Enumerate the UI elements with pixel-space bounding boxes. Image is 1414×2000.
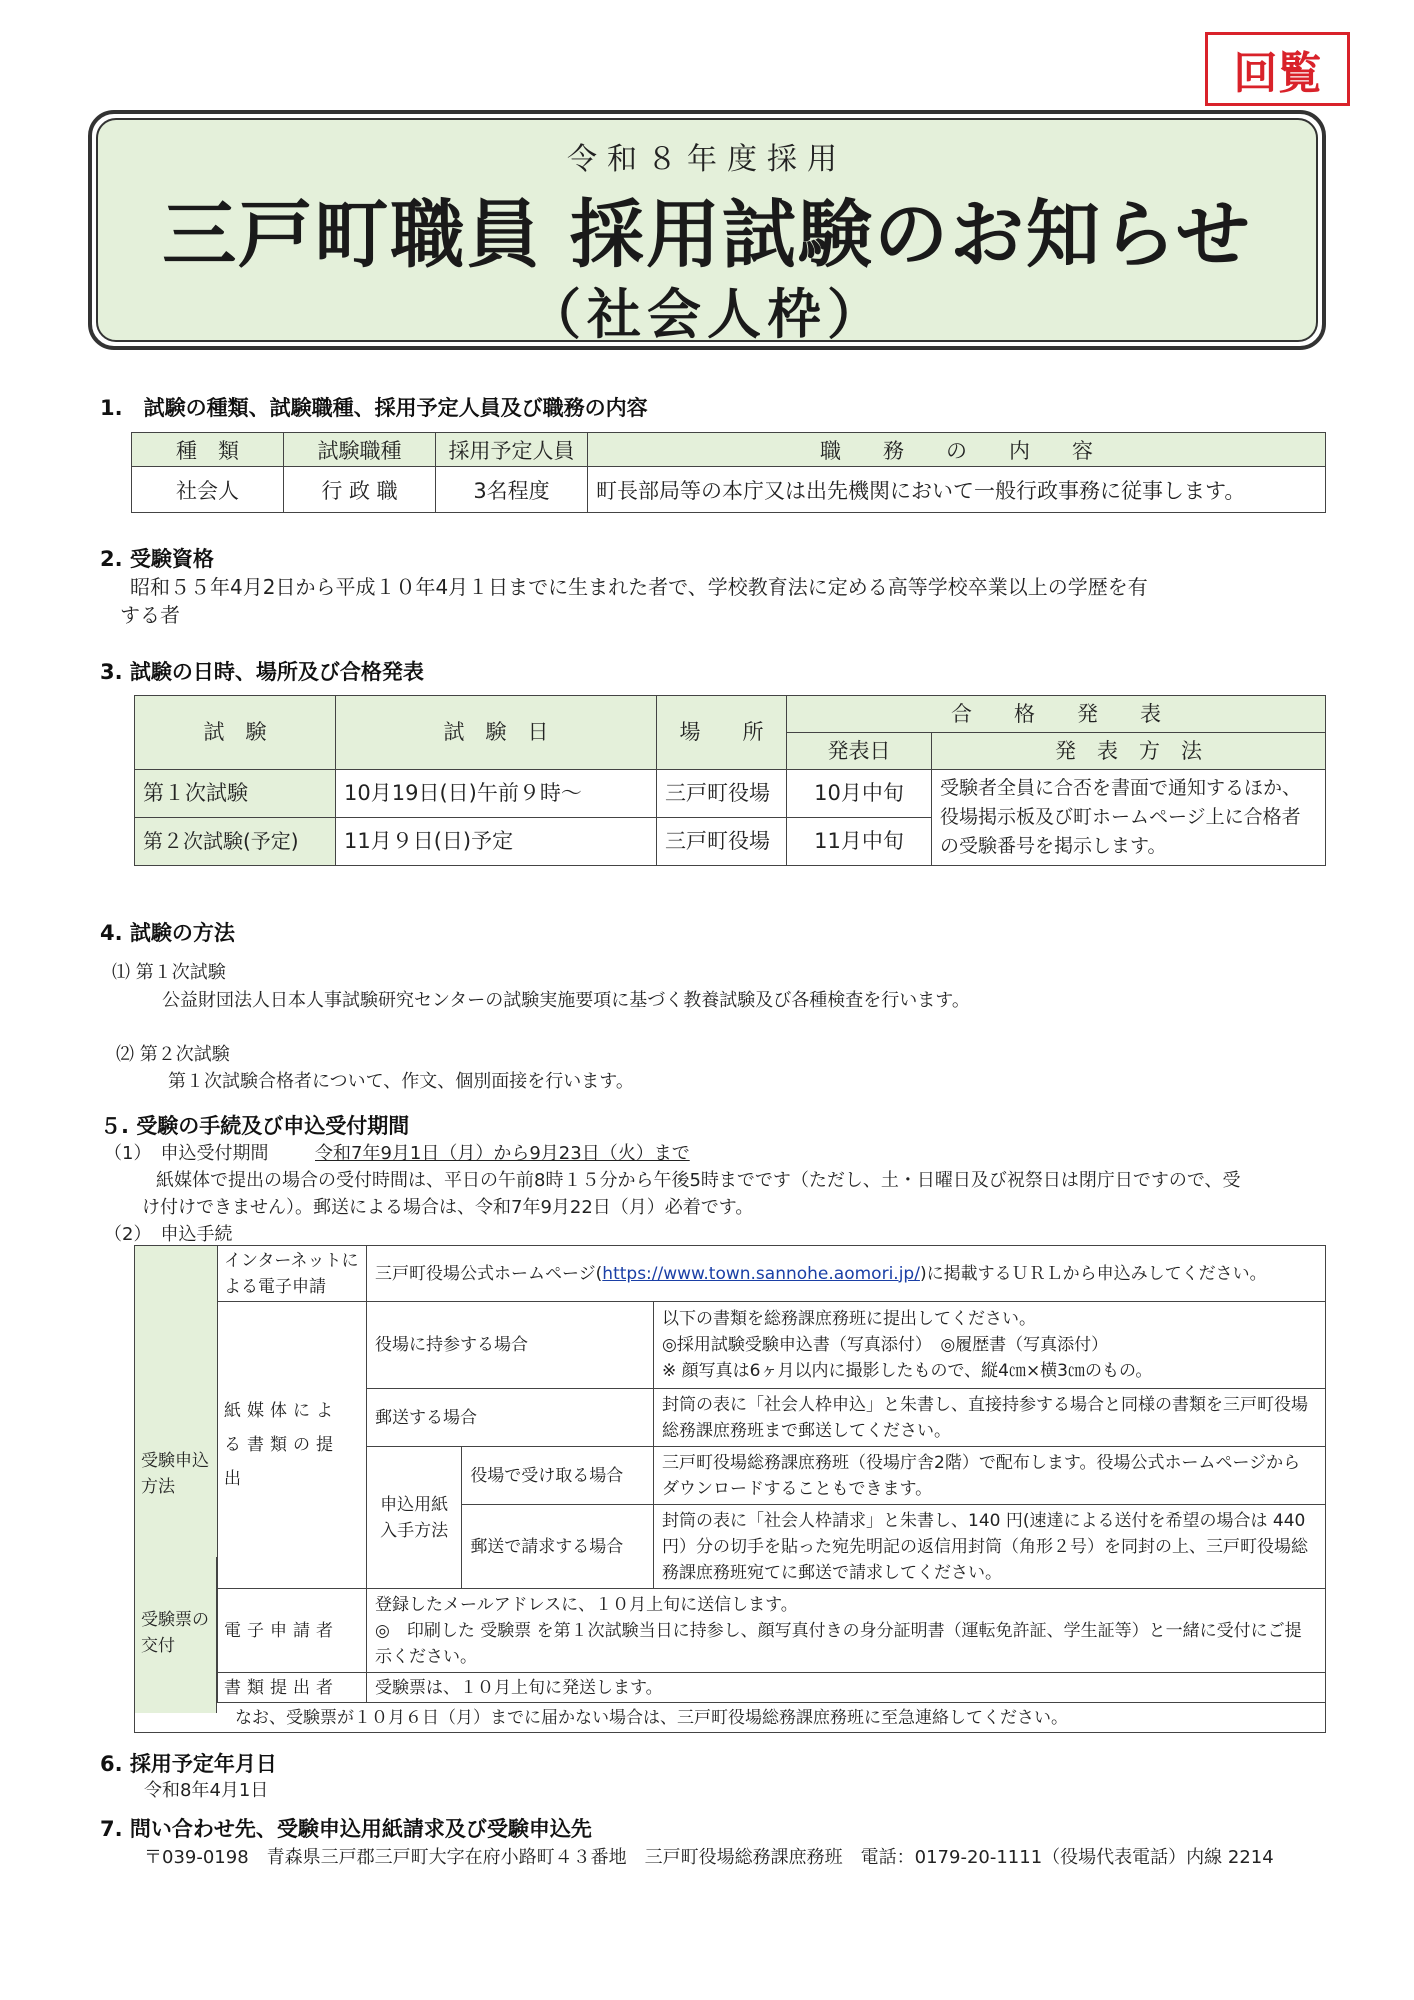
mail-label: 郵送する場合 — [367, 1389, 654, 1447]
section-1-heading: 1. 試験の種類、試験職種、採用予定人員及び職務の内容 — [100, 396, 648, 420]
title-banner — [96, 118, 1318, 346]
ticket-note: なお、受験票が１０月６日（月）までに届かない場合は、三戸町役場総務課庶務班に至急連絡してください。 — [135, 1703, 1326, 1733]
section-4-heading: 4. 試験の方法 — [100, 921, 235, 945]
bring-text: 以下の書類を総務課庶務班に提出してください。 ◎採用試験受験申込書（写真添付） ◎履歴書（写真添付） ※ 顔写真は6ヶ月以内に撮影したもので、縦4㎝×横3㎝のもの。 — [654, 1302, 1326, 1389]
town-website-link[interactable]: https://www.town.sannohe.aomori.jp/ — [602, 1263, 920, 1284]
banner-subtitle: 令和８年度採用 — [567, 142, 847, 177]
exam-1-date: 10月19日(日)午前９時～ — [336, 770, 657, 818]
paper-label: 紙媒体による書類の提出 — [218, 1302, 367, 1589]
mail-text: 封筒の表に「社会人枠申込」と朱書し、直接持参する場合と同様の書類を三戸町役場総務課庶務班まで郵送してください。 — [654, 1389, 1326, 1447]
job-header-category: 試験職種 — [284, 433, 436, 467]
ticket-label: 受験票の交付 — [135, 1557, 217, 1713]
period-label: （1） 申込受付期間 — [104, 1143, 269, 1164]
circulation-stamp: 回覧 — [1205, 32, 1350, 106]
contact-info: 〒039-0198 青森県三戸郡三戸町大字在府小路町４３番地 三戸町役場総務課庶務班 電話：0179-20-1111（役場代表電話）内線 2214 — [144, 1847, 1274, 1868]
job-duties: 町長部局等の本庁又は出先機関において一般行政事務に従事します。 — [588, 467, 1326, 513]
bring-label: 役場に持参する場合 — [367, 1302, 654, 1389]
section-2-heading: 2. 受験資格 — [100, 547, 214, 571]
job-type: 社会人 — [132, 467, 284, 513]
exam-1-name: 第１次試験 — [135, 770, 336, 818]
schedule-header-place: 場 所 — [657, 696, 787, 770]
job-header-type: 種 類 — [132, 433, 284, 467]
period-text-2: け付けできません）。郵送による場合は、令和7年9月22日（月）必着です。 — [142, 1197, 754, 1218]
banner-title: 三戸町職員 採用試験のお知らせ — [162, 192, 1252, 278]
exam-1-result-date: 10月中旬 — [787, 770, 932, 818]
exam-2-name: 第２次試験(予定) — [135, 818, 336, 866]
form-office-label: 役場で受け取る場合 — [462, 1447, 654, 1505]
doc-applicant-label: 書類提出者 — [218, 1673, 367, 1703]
e-applicant-label: 電子申請者 — [218, 1589, 367, 1673]
job-category: 行 政 職 — [284, 467, 436, 513]
exam-2-result-date: 11月中旬 — [787, 818, 932, 866]
job-table — [131, 432, 1326, 513]
procedure-label: （2） 申込手続 — [104, 1224, 233, 1245]
job-header-duties: 職 務 の 内 容 — [588, 433, 1326, 467]
period-dates: 令和7年9月1日（月）から9月23日（火）まで — [315, 1143, 690, 1164]
exam1-text: 公益財団法人日本人事試験研究センターの試験実施要項に基づく教養試験及び各種検査を行います。 — [162, 990, 970, 1011]
form-mail-text: 封筒の表に「社会人枠請求」と朱書し、140 円(速達による送付を希望の場合は 440 円）分の切手を貼った宛先明記の返信用封筒（角形２号）を同封の上、三戸町役場総務課庶務班宛てに郵送で請求してください。 — [654, 1505, 1326, 1589]
job-count: 3名程度 — [436, 467, 588, 513]
procedure-table — [134, 1245, 1326, 1733]
internet-label: インターネットによる電子申請 — [218, 1246, 367, 1302]
schedule-table — [134, 695, 1326, 866]
section-3-heading: 3. 試験の日時、場所及び合格発表 — [100, 660, 424, 684]
schedule-header-date: 試 験 日 — [336, 696, 657, 770]
exam-1-place: 三戸町役場 — [657, 770, 787, 818]
method-label: 受験申込方法 — [135, 1246, 218, 1703]
section-7-heading: 7. 問い合わせ先、受験申込用紙請求及び受験申込先 — [100, 1817, 592, 1841]
schedule-header-result: 合 格 発 表 — [787, 696, 1326, 733]
form-mail-label: 郵送で請求する場合 — [462, 1505, 654, 1589]
schedule-header-exam: 試 験 — [135, 696, 336, 770]
schedule-header-result-date: 発表日 — [787, 733, 932, 770]
form-label: 申込用紙入手方法 — [367, 1447, 462, 1589]
exam2-label: ⑵ 第２次試験 — [116, 1044, 230, 1065]
period-text-1: 紙媒体で提出の場合の受付時間は、平日の午前8時１５分から午後5時までです（ただし、土・日曜日及び祝祭日は閉庁日ですので、受 — [156, 1170, 1241, 1191]
exam-2-date: 11月９日(日)予定 — [336, 818, 657, 866]
job-header-count: 採用予定人員 — [436, 433, 588, 467]
section-5-heading: ５. 受験の手続及び申込受付期間 — [100, 1114, 410, 1138]
e-applicant-text: 登録したメールアドレスに、１０月上旬に送信します。 ◎ 印刷した 受験票 を第１次試験当日に持参し、顔写真付きの身分証明書（運転免許証、学生証等）と一緒に受付にご提示ください。 — [367, 1589, 1326, 1673]
form-office-text: 三戸町役場総務課庶務班（役場庁舎2階）で配布します。役場公式ホームページからダウンロードすることもできます。 — [654, 1447, 1326, 1505]
eligibility-text-1: 昭和５５年4月2日から平成１０年4月１日までに生まれた者で、学校教育法に定める高等学校卒業以上の学歴を有 — [130, 575, 1148, 599]
exam1-label: ⑴ 第１次試験 — [112, 962, 226, 983]
doc-applicant-text: 受験票は、１０月上旬に発送します。 — [367, 1673, 1326, 1703]
eligibility-text-2: する者 — [120, 603, 180, 627]
schedule-header-result-method: 発 表 方 法 — [932, 733, 1326, 770]
exam-2-place: 三戸町役場 — [657, 818, 787, 866]
exam2-text: 第１次試験合格者について、作文、個別面接を行います。 — [168, 1071, 634, 1092]
result-method: 受験者全員に合否を書面で通知するほか、役場掲示板及び町ホームページ上に合格者の受験番号を掲示します。 — [932, 770, 1326, 866]
internet-text: 三戸町役場公式ホームページ(https://www.town.sannohe.aomori.jp/)に掲載するＵＲＬから申込みしてください。 — [367, 1246, 1326, 1302]
section-6-heading: 6. 採用予定年月日 — [100, 1752, 277, 1776]
start-date: 令和8年4月1日 — [144, 1780, 269, 1801]
banner-category: （社会人枠） — [527, 283, 887, 346]
